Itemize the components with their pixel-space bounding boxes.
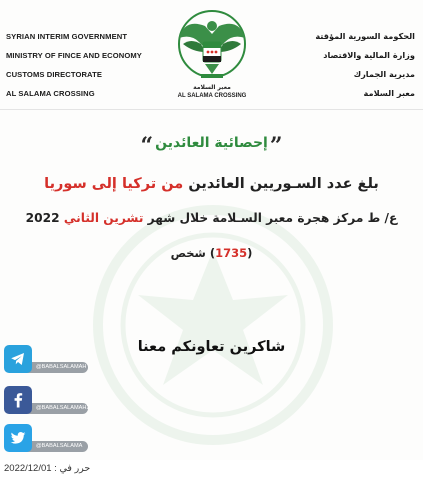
period-month: تشرين الثاني: [63, 211, 144, 225]
facebook-icon: [4, 386, 32, 414]
returnees-line: [0, 176, 423, 192]
issue-date: 2022/12/01 : حرر في: [4, 463, 91, 474]
header-ar-line-4: معبر السلامة: [363, 88, 415, 98]
logo-caption-arabic: معبر السلامة: [193, 84, 231, 91]
quote-close-icon: “: [140, 133, 154, 159]
count-paren-open: (: [209, 246, 216, 260]
header-ar-line-1: الحكومة السورية المؤقتة: [315, 31, 415, 41]
count-paren-close: ): [247, 246, 253, 260]
eagle-emblem-logo: [175, 8, 249, 88]
facebook-handle[interactable]: [4, 386, 90, 416]
returnees-line-text: بلغ عدد السـوريين العائدين: [188, 176, 379, 192]
header-arabic-block: [255, 27, 415, 103]
period-line-text: ع/ ط مركز هجرة معبر السـلامة خلال شهر: [147, 211, 398, 225]
header-en-line-2: MINISTRY OF FINCE AND ECONOMY: [6, 51, 142, 60]
header-en-line-4: AL SALAMA CROSSING: [6, 89, 95, 98]
twitter-icon: [4, 424, 32, 452]
twitter-handle-label: @BABALSALAMA: [24, 441, 88, 452]
header-en-line-1: SYRIAN INTERIM GOVERNMENT: [6, 32, 128, 41]
header-english-block: [6, 27, 176, 103]
document-title: إحصائية العائدين: [155, 135, 268, 151]
telegram-handle[interactable]: [4, 345, 87, 375]
count-value: [210, 246, 253, 260]
count-line: [0, 246, 423, 260]
header-ar-line-2: وزارة المالية والاقتصاد: [323, 50, 415, 60]
quote-open-icon: ”: [269, 133, 283, 159]
header-ar-line-3: مديرية الجمارك: [353, 69, 415, 79]
period-year: 2022: [25, 211, 60, 225]
logo-caption-english: AL SALAMA CROSSING: [177, 93, 247, 99]
header-en-line-3: CUSTOMS DIRECTORATE: [6, 70, 102, 79]
count-unit: شخص: [170, 246, 206, 260]
facebook-handle-label: @BABALSALAMAH2: [24, 403, 88, 414]
returnees-route: من تركيا إلى سوريا: [44, 176, 184, 192]
telegram-handle-label: @BABALSALAMAH: [24, 362, 88, 373]
twitter-handle[interactable]: [4, 424, 82, 454]
header-divider: [0, 109, 423, 110]
period-line: [0, 211, 423, 225]
watermark-emblem: [88, 200, 338, 450]
telegram-icon: [4, 345, 32, 373]
title-block: [0, 132, 423, 159]
thanks-text: شاكرين تعاونكم معنا: [137, 339, 286, 355]
count-number: 1735: [215, 246, 248, 260]
